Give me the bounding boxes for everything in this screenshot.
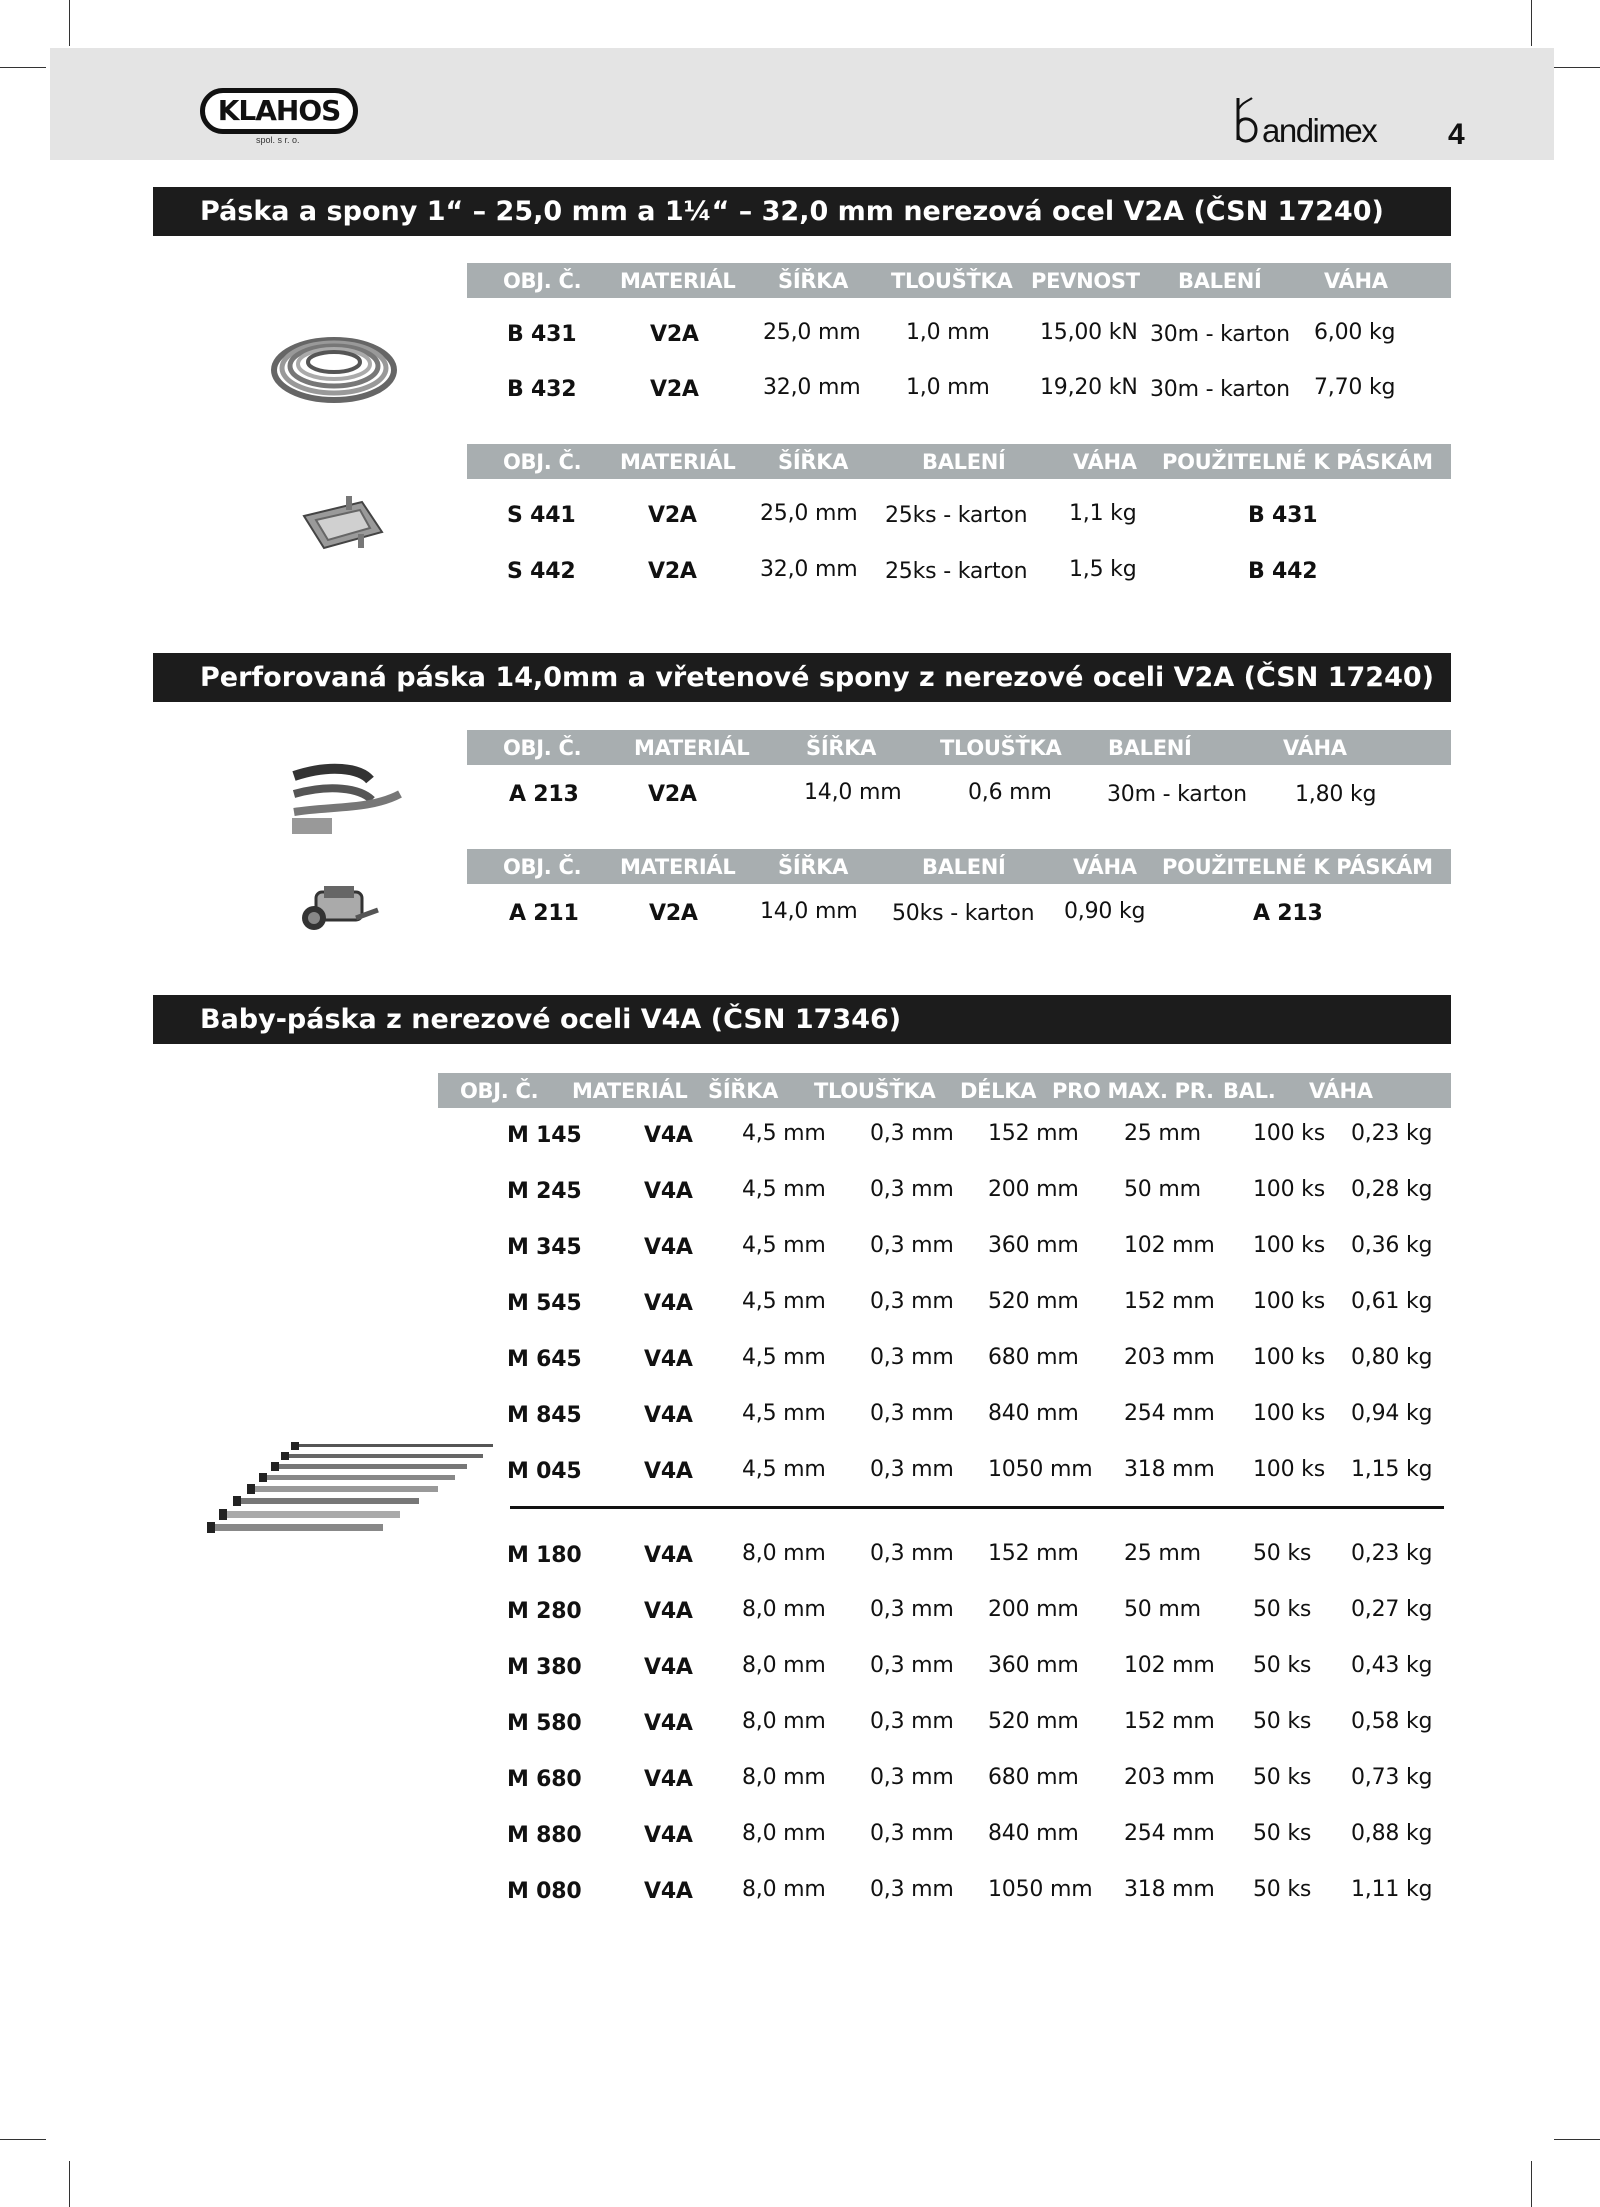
table-cell: 25,0 mm	[763, 320, 861, 345]
table-header	[467, 444, 1451, 479]
table-cell: V4A	[644, 1711, 693, 1736]
table-cell: V4A	[644, 1291, 693, 1316]
table-cell: 0,3 mm	[870, 1765, 954, 1790]
table-cell: 25 mm	[1124, 1541, 1201, 1566]
crop-mark	[1554, 2139, 1600, 2140]
table-cell: 14,0 mm	[804, 780, 902, 805]
col-header: OBJ. Č.	[503, 450, 582, 474]
table-cell: 0,3 mm	[870, 1177, 954, 1202]
table-header	[467, 849, 1451, 884]
table-cell: V4A	[644, 1235, 693, 1260]
table-cell: 1050 mm	[988, 1877, 1093, 1902]
col-header: VÁHA	[1309, 1079, 1373, 1103]
table-cell: 30m - karton	[1150, 377, 1290, 402]
col-header: MATERIÁL	[620, 450, 736, 474]
col-header: OBJ. Č.	[503, 269, 582, 293]
table-cell: 1,0 mm	[906, 375, 990, 400]
table-cell: 8,0 mm	[742, 1765, 826, 1790]
table-cell: M 880	[507, 1823, 582, 1848]
col-header: OBJ. Č.	[460, 1079, 539, 1103]
table-cell: 0,94 kg	[1351, 1401, 1433, 1426]
col-header: PEVNOST	[1031, 269, 1140, 293]
section-title-bar: Baby-páska z nerezové oceli V4A (ČSN 17346)	[153, 995, 1451, 1044]
table-cell: 680 mm	[988, 1345, 1079, 1370]
table-cell: V2A	[648, 503, 697, 528]
bandimex-b-icon	[1232, 96, 1258, 148]
table-cell: V4A	[644, 1403, 693, 1428]
table-cell: V2A	[649, 901, 698, 926]
table-cell: 0,3 mm	[870, 1709, 954, 1734]
table-cell: V4A	[644, 1543, 693, 1568]
table-cell: 680 mm	[988, 1765, 1079, 1790]
table-cell: V2A	[648, 782, 697, 807]
table-cell: 0,88 kg	[1351, 1821, 1433, 1846]
crop-mark	[1531, 0, 1532, 46]
table-cell: 0,3 mm	[870, 1541, 954, 1566]
table-cell: V4A	[644, 1879, 693, 1904]
table-cell: M 080	[507, 1879, 582, 1904]
table-cell: 152 mm	[1124, 1289, 1215, 1314]
table-cell: 1,1 kg	[1069, 501, 1137, 526]
crop-mark	[0, 67, 46, 68]
table-cell: 100 ks	[1253, 1457, 1325, 1482]
table-cell: V4A	[644, 1459, 693, 1484]
table-cell: V4A	[644, 1655, 693, 1680]
table-cell: 30m - karton	[1150, 322, 1290, 347]
table-cell: V4A	[644, 1767, 693, 1792]
table-cell: 200 mm	[988, 1177, 1079, 1202]
table-cell: 0,3 mm	[870, 1345, 954, 1370]
col-header: ŠÍŘKA	[778, 855, 849, 879]
table-cell: 254 mm	[1124, 1401, 1215, 1426]
perforated-band-roll-image	[290, 760, 405, 840]
buckle-clip-image	[300, 494, 386, 556]
table-cell: 0,3 mm	[870, 1877, 954, 1902]
table-cell: M 845	[507, 1403, 582, 1428]
table-cell: 0,36 kg	[1351, 1233, 1433, 1258]
table-cell: 100 ks	[1253, 1345, 1325, 1370]
crop-mark	[1554, 67, 1600, 68]
table-cell: 520 mm	[988, 1289, 1079, 1314]
table-cell: 25ks - karton	[885, 503, 1028, 528]
table-cell: M 145	[507, 1123, 582, 1148]
table-cell: 6,00 kg	[1314, 320, 1396, 345]
table-cell: 25ks - karton	[885, 559, 1028, 584]
table-cell: B 431	[507, 322, 577, 347]
table-cell: S 441	[507, 503, 576, 528]
table-header	[467, 263, 1451, 298]
table-cell: M 380	[507, 1655, 582, 1680]
table-cell: 200 mm	[988, 1597, 1079, 1622]
table-cell: V4A	[644, 1123, 693, 1148]
table-cell: 1,11 kg	[1351, 1877, 1433, 1902]
col-header: OBJ. Č.	[503, 855, 582, 879]
table-cell: 0,23 kg	[1351, 1121, 1433, 1146]
klahos-logo	[200, 88, 360, 146]
table-cell: 0,61 kg	[1351, 1289, 1433, 1314]
table-cell: 0,3 mm	[870, 1289, 954, 1314]
table-cell: 4,5 mm	[742, 1345, 826, 1370]
table-cell: 8,0 mm	[742, 1653, 826, 1678]
bandimex-logo	[1232, 96, 1407, 152]
col-header: MATERIÁL	[620, 269, 736, 293]
col-header: BALENÍ	[922, 855, 1006, 879]
table-cell: 102 mm	[1124, 1653, 1215, 1678]
table-cell: 50 mm	[1124, 1177, 1201, 1202]
table-cell: 8,0 mm	[742, 1821, 826, 1846]
table-cell: 32,0 mm	[763, 375, 861, 400]
col-header: BALENÍ	[1178, 269, 1262, 293]
table-cell: 0,90 kg	[1064, 899, 1146, 924]
table-cell: M 580	[507, 1711, 582, 1736]
col-header: BALENÍ	[922, 450, 1006, 474]
table-cell: 4,5 mm	[742, 1121, 826, 1146]
table-cell: 0,43 kg	[1351, 1653, 1433, 1678]
col-header: MATERIÁL	[620, 855, 736, 879]
page-number: 4	[1448, 118, 1465, 151]
table-cell: 50ks - karton	[892, 901, 1035, 926]
table-cell: M 345	[507, 1235, 582, 1260]
table-cell: 360 mm	[988, 1233, 1079, 1258]
col-header: ŠÍŘKA	[708, 1079, 779, 1103]
spindle-clamp-image	[296, 880, 380, 936]
table-header	[438, 1073, 1451, 1108]
table-cell: 100 ks	[1253, 1233, 1325, 1258]
table-cell: M 545	[507, 1291, 582, 1316]
table-cell: B 431	[1248, 503, 1318, 528]
table-cell: M 645	[507, 1347, 582, 1372]
table-cell: B 442	[1248, 559, 1318, 584]
table-cell: M 280	[507, 1599, 582, 1624]
table-cell: 14,0 mm	[760, 899, 858, 924]
table-cell: 7,70 kg	[1314, 375, 1396, 400]
table-cell: V4A	[644, 1823, 693, 1848]
table-cell: B 432	[507, 377, 577, 402]
crop-mark	[69, 0, 70, 46]
table-cell: 4,5 mm	[742, 1401, 826, 1426]
col-header: VÁHA	[1073, 855, 1137, 879]
table-cell: M 680	[507, 1767, 582, 1792]
table-cell: 254 mm	[1124, 1821, 1215, 1846]
table-cell: A 213	[1253, 901, 1323, 926]
section-title-bar: Páska a spony 1“ – 25,0 mm a 1¼“ – 32,0 mm nerezová ocel V2A (ČSN 17240)	[153, 187, 1451, 236]
col-header: VÁHA	[1073, 450, 1137, 474]
col-header: TLOUŠŤKA	[891, 269, 1013, 293]
col-header: MATERIÁL	[634, 736, 750, 760]
table-cell: 19,20 kN	[1040, 375, 1138, 400]
col-header: ŠÍŘKA	[778, 269, 849, 293]
table-cell: 1050 mm	[988, 1457, 1093, 1482]
table-cell: M 045	[507, 1459, 582, 1484]
table-cell: 4,5 mm	[742, 1289, 826, 1314]
table-cell: 0,6 mm	[968, 780, 1052, 805]
table-divider	[510, 1506, 1444, 1509]
table-cell: 50 ks	[1253, 1709, 1312, 1734]
table-cell: 203 mm	[1124, 1345, 1215, 1370]
table-cell: 360 mm	[988, 1653, 1079, 1678]
table-cell: V4A	[644, 1599, 693, 1624]
table-header	[467, 730, 1451, 765]
table-cell: 15,00 kN	[1040, 320, 1138, 345]
table-cell: 25 mm	[1124, 1121, 1201, 1146]
table-cell: V2A	[648, 559, 697, 584]
bandimex-logo-text: andimex	[1262, 112, 1377, 149]
table-cell: 50 ks	[1253, 1821, 1312, 1846]
table-cell: 0,3 mm	[870, 1821, 954, 1846]
table-cell: 0,80 kg	[1351, 1345, 1433, 1370]
table-cell: 4,5 mm	[742, 1457, 826, 1482]
table-cell: 8,0 mm	[742, 1877, 826, 1902]
table-cell: 152 mm	[988, 1121, 1079, 1146]
cable-ties-image	[205, 1440, 497, 1540]
table-cell: V4A	[644, 1179, 693, 1204]
col-header: VÁHA	[1283, 736, 1347, 760]
table-cell: V2A	[650, 322, 699, 347]
section-title-bar: Perforovaná páska 14,0mm a vřetenové spony z nerezové oceli V2A (ČSN 17240)	[153, 653, 1451, 702]
table-cell: 50 mm	[1124, 1597, 1201, 1622]
table-cell: 0,3 mm	[870, 1233, 954, 1258]
table-cell: V4A	[644, 1347, 693, 1372]
table-cell: 1,80 kg	[1295, 782, 1377, 807]
table-cell: 318 mm	[1124, 1877, 1215, 1902]
col-header: ŠÍŘKA	[806, 736, 877, 760]
table-cell: 0,27 kg	[1351, 1597, 1433, 1622]
table-cell: 25,0 mm	[760, 501, 858, 526]
table-cell: A 213	[509, 782, 579, 807]
col-header: BAL.	[1223, 1079, 1276, 1103]
col-header: POUŽITELNÉ K PÁSKÁM	[1162, 855, 1433, 879]
table-cell: 0,3 mm	[870, 1597, 954, 1622]
table-cell: 1,0 mm	[906, 320, 990, 345]
table-cell: 4,5 mm	[742, 1233, 826, 1258]
col-header: TLOUŠŤKA	[814, 1079, 936, 1103]
table-cell: 0,3 mm	[870, 1457, 954, 1482]
crop-mark	[0, 2139, 46, 2140]
col-header: TLOUŠŤKA	[940, 736, 1062, 760]
col-header: VÁHA	[1324, 269, 1388, 293]
table-cell: 0,58 kg	[1351, 1709, 1433, 1734]
col-header: POUŽITELNÉ K PÁSKÁM	[1162, 450, 1433, 474]
crop-mark	[69, 2161, 70, 2207]
table-cell: 100 ks	[1253, 1289, 1325, 1314]
col-header: BALENÍ	[1108, 736, 1192, 760]
table-cell: 100 ks	[1253, 1401, 1325, 1426]
table-cell: 100 ks	[1253, 1177, 1325, 1202]
table-cell: 30m - karton	[1107, 782, 1247, 807]
table-cell: 0,28 kg	[1351, 1177, 1433, 1202]
table-cell: 4,5 mm	[742, 1177, 826, 1202]
table-cell: 100 ks	[1253, 1121, 1325, 1146]
col-header: MATERIÁL	[572, 1079, 688, 1103]
table-cell: 203 mm	[1124, 1765, 1215, 1790]
table-cell: 50 ks	[1253, 1877, 1312, 1902]
table-cell: 8,0 mm	[742, 1541, 826, 1566]
table-cell: 50 ks	[1253, 1653, 1312, 1678]
table-cell: 102 mm	[1124, 1233, 1215, 1258]
table-cell: 840 mm	[988, 1401, 1079, 1426]
table-cell: 32,0 mm	[760, 557, 858, 582]
col-header: OBJ. Č.	[503, 736, 582, 760]
table-cell: 0,3 mm	[870, 1653, 954, 1678]
table-cell: 152 mm	[1124, 1709, 1215, 1734]
crop-mark	[1531, 2161, 1532, 2207]
col-header: ŠÍŘKA	[778, 450, 849, 474]
table-cell: 0,3 mm	[870, 1121, 954, 1146]
table-cell: M 245	[507, 1179, 582, 1204]
klahos-logo-subtext: spol. s r. o.	[256, 135, 300, 145]
table-cell: 8,0 mm	[742, 1709, 826, 1734]
table-cell: V2A	[650, 377, 699, 402]
table-cell: 318 mm	[1124, 1457, 1215, 1482]
table-cell: 1,5 kg	[1069, 557, 1137, 582]
col-header: PRO MAX. PR.	[1052, 1079, 1214, 1103]
klahos-logo-text: KLAHOS	[200, 88, 358, 134]
table-cell: 0,73 kg	[1351, 1765, 1433, 1790]
table-cell: 50 ks	[1253, 1765, 1312, 1790]
table-cell: 152 mm	[988, 1541, 1079, 1566]
table-cell: 8,0 mm	[742, 1597, 826, 1622]
table-cell: 50 ks	[1253, 1597, 1312, 1622]
table-cell: 0,3 mm	[870, 1401, 954, 1426]
table-cell: A 211	[509, 901, 579, 926]
table-cell: M 180	[507, 1543, 582, 1568]
table-cell: S 442	[507, 559, 576, 584]
table-cell: 520 mm	[988, 1709, 1079, 1734]
table-cell: 1,15 kg	[1351, 1457, 1433, 1482]
table-cell: 50 ks	[1253, 1541, 1312, 1566]
table-cell: 0,23 kg	[1351, 1541, 1433, 1566]
table-cell: 840 mm	[988, 1821, 1079, 1846]
col-header: DÉLKA	[960, 1079, 1037, 1103]
steel-band-coil-image	[270, 318, 398, 413]
